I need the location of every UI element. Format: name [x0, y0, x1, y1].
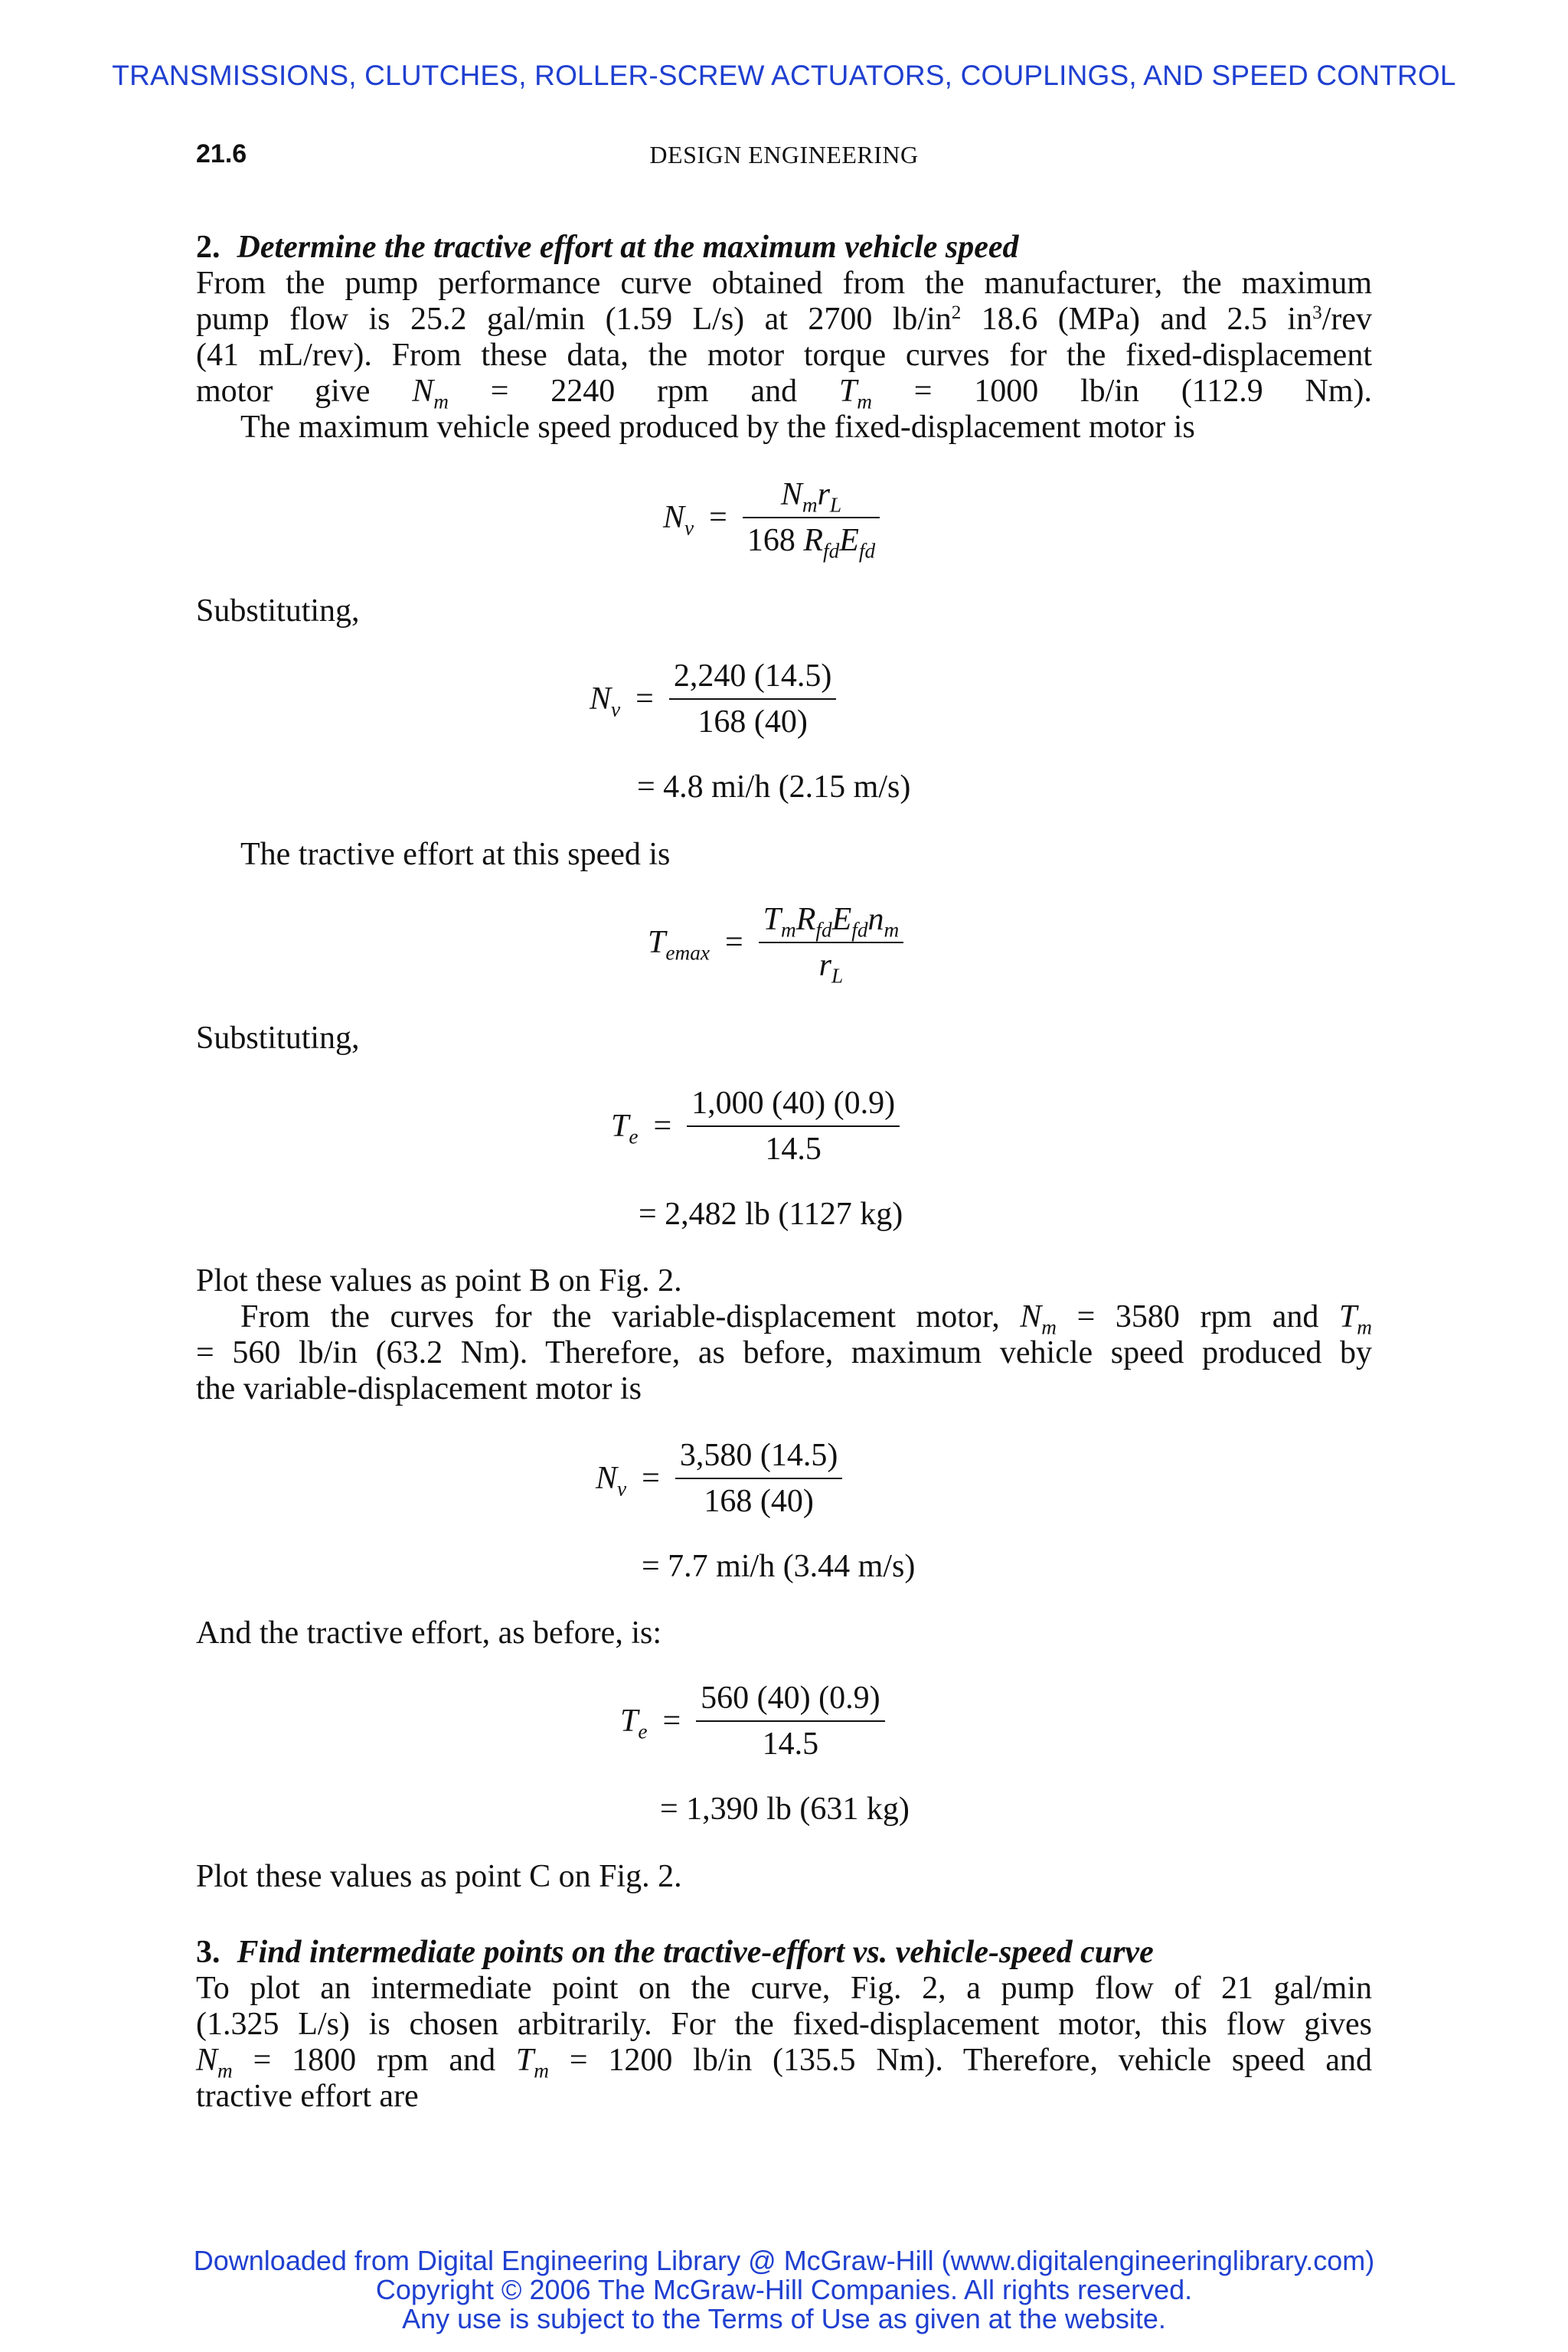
eq-lhs: $N_v$: [590, 681, 621, 721]
text-run: 18.6 (MPa) and 2.5 in: [961, 302, 1313, 337]
step2-para-line: From the pump performance curve obtained from the manufacturer, the maximum: [196, 266, 1372, 301]
text-run: = 1000 lb/in (112.9 Nm).: [871, 374, 1373, 409]
equation-te-substituted: [611, 1087, 900, 1165]
fraction: [687, 1087, 900, 1165]
chapter-banner: TRANSMISSIONS, CLUTCHES, ROLLER-SCREW ACTUATORS, COUPLINGS, AND SPEED CONTROL: [112, 60, 1456, 91]
text-line: Substituting,: [196, 1021, 360, 1056]
eq-lhs: $N_v$: [663, 500, 694, 540]
step2-heading: [196, 230, 1372, 266]
eq-lhs: $T_e$: [620, 1704, 648, 1743]
text-line: tractive effort are: [196, 2079, 419, 2114]
text-run: /rev: [1321, 302, 1372, 337]
var-nm: $N_m$: [412, 374, 449, 413]
text-line: Plot these values as point C on Fig. 2.: [196, 1859, 682, 1894]
text-run: = 1800 rpm and: [232, 2043, 516, 2078]
fraction: [743, 477, 880, 563]
equals-sign: =: [635, 681, 654, 717]
numerator: 1,000 (40) (0.9): [691, 1086, 896, 1121]
step2-section: [196, 230, 1372, 446]
text-line: Plot these values as point B on Fig. 2.: [196, 1263, 682, 1298]
text-line: (1.325 L/s) is chosen arbitrarily. For the fixed-displacement motor, this flow gives: [196, 2007, 1372, 2042]
substituting-label: [196, 593, 1372, 629]
text-run: motor give: [196, 374, 413, 409]
step2-number: 2.: [196, 230, 220, 265]
equation-nv-variable: [596, 1439, 842, 1517]
equals-sign: =: [709, 500, 727, 535]
equals-sign: =: [653, 1109, 672, 1144]
fraction: [759, 902, 904, 988]
equation-temax-formula: [648, 902, 903, 988]
equation-result: = 2,482 lb (1127 kg): [639, 1197, 903, 1232]
tractive-before: [196, 1615, 1372, 1651]
denominator: $r_L$: [759, 942, 904, 982]
equation-nv-substituted: [590, 660, 836, 738]
text-line: [196, 1299, 1373, 1339]
step2-para-line: The maximum vehicle speed produced by the fixed-displacement motor is: [240, 410, 1195, 445]
text-run: = 2240 rpm and: [448, 374, 839, 409]
equation-nv-formula: [663, 477, 880, 563]
fraction: [669, 660, 836, 738]
footer-terms: Any use is subject to the Terms of Use as given at the website.: [402, 2303, 1166, 2334]
text-line: the variable-displacement motor is: [196, 1371, 642, 1406]
text-run: = 1200 lb/in (135.5 Nm). Therefore, vehicle speed and: [548, 2043, 1372, 2078]
step2-para-line: [196, 374, 1373, 413]
numerator: $T_mR_{fd}E_{fd}n_m$: [763, 902, 900, 942]
equation-result: = 7.7 mi/h (3.44 m/s): [642, 1549, 916, 1584]
variable-motor-section: [196, 1263, 1372, 1407]
eq-lhs: $N_v$: [596, 1461, 627, 1501]
numerator: 2,240 (14.5): [673, 658, 832, 694]
text-run: pump flow is 25.2 gal/min (1.59 L/s) at 2700 lb/in: [196, 302, 952, 337]
text-line: Substituting,: [196, 593, 360, 629]
text-line: And the tractive effort, as before, is:: [196, 1615, 662, 1651]
footer: [0, 2246, 1568, 2334]
numerator: 560 (40) (0.9): [701, 1681, 880, 1716]
superscript: 2: [951, 302, 962, 324]
var-nm: $N_m$: [196, 2043, 233, 2082]
running-head: DESIGN ENGINEERING: [649, 141, 919, 168]
footer-copyright: Copyright © 2006 The McGraw-Hill Companies. All rights reserved.: [375, 2274, 1193, 2305]
text-run: = 3580 rpm and: [1057, 1299, 1339, 1334]
denominator: 14.5: [696, 1720, 884, 1760]
step3-section: [196, 1935, 1372, 2115]
plot-c: [196, 1859, 1372, 1895]
text-run: From the curves for the variable-displacement motor,: [240, 1299, 1021, 1334]
var-nm: $N_m$: [1020, 1299, 1057, 1339]
footer-download-link[interactable]: Downloaded from Digital Engineering Library @ McGraw-Hill (www.digitalengineeringlibrary.com): [193, 2245, 1375, 2276]
text-line: The tractive effort at this speed is: [240, 837, 671, 872]
step3-title: Find intermediate points on the tractive-effort vs. vehicle-speed curve: [237, 1935, 1154, 1970]
var-tm: $T_m$: [838, 374, 872, 413]
equation-result: = 4.8 mi/h (2.15 m/s): [637, 769, 911, 805]
constant: 168: [746, 523, 804, 558]
eq-lhs: $T_{emax}$: [648, 925, 710, 965]
step2-para-line: [196, 302, 1372, 338]
step3-heading: [196, 1935, 1372, 1971]
tractive-intro: [196, 837, 1372, 873]
denominator: 168 $R_{fd}E_{fd}$: [743, 517, 880, 557]
equation-te-variable: [620, 1682, 885, 1760]
eq-lhs: $T_e$: [611, 1109, 639, 1148]
numerator: 3,580 (14.5): [679, 1438, 838, 1473]
superscript: 3: [1312, 302, 1322, 324]
numerator: $N_mr_L$: [780, 477, 842, 517]
fraction: [675, 1439, 842, 1517]
text-line: = 560 lb/in (63.2 Nm). Therefore, as before, maximum vehicle speed produced by: [196, 1335, 1372, 1370]
page-number: 21.6: [196, 139, 247, 168]
fraction: [696, 1682, 884, 1760]
var-tm: $T_m$: [515, 2043, 549, 2082]
text-line: To plot an intermediate point on the curve, Fig. 2, a pump flow of 21 gal/min: [196, 1971, 1372, 2006]
denominator: 14.5: [687, 1125, 900, 1165]
var-tm: $T_m$: [1338, 1299, 1373, 1339]
equals-sign: =: [724, 925, 743, 960]
denominator: 168 (40): [669, 698, 836, 738]
denominator: 168 (40): [675, 1478, 842, 1517]
step2-title: Determine the tractive effort at the maximum vehicle speed: [237, 230, 1019, 265]
step2-para-line: (41 mL/rev). From these data, the motor torque curves for the fixed-displacement: [196, 338, 1372, 373]
substituting-label: [196, 1021, 1372, 1057]
equals-sign: =: [662, 1704, 681, 1739]
step3-number: 3.: [196, 1935, 220, 1970]
equals-sign: =: [642, 1461, 660, 1496]
text-line: [196, 2043, 1372, 2082]
equation-result: = 1,390 lb (631 kg): [660, 1792, 910, 1827]
